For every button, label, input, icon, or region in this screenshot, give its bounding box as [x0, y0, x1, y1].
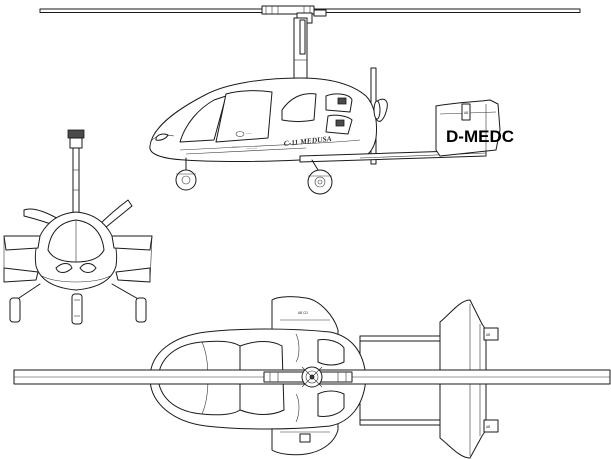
fuselage-lettering: C-11 MEDUSA [283, 134, 333, 148]
svg-text:~~~: ~~~ [246, 132, 252, 136]
svg-text:AB CD: AB CD [298, 311, 308, 315]
side-view-fuselage [150, 78, 377, 162]
front-view [4, 130, 152, 324]
side-view-rotor [40, 6, 580, 23]
registration-mark: D-MEDC [446, 127, 514, 146]
front-view-mast [68, 130, 84, 218]
svg-text:AB: AB [486, 333, 491, 337]
side-view-tail [436, 100, 514, 156]
side-view [40, 6, 580, 194]
svg-text:~~~~: ~~~~ [232, 145, 240, 149]
side-view-propeller [374, 99, 387, 121]
side-view-landing-gear [176, 158, 332, 194]
svg-text:~~~~~~: ~~~~~~ [246, 147, 258, 151]
top-view-rotor [14, 367, 610, 387]
svg-text:AB: AB [464, 111, 469, 115]
svg-text:AB: AB [486, 425, 491, 429]
top-view [14, 297, 610, 458]
